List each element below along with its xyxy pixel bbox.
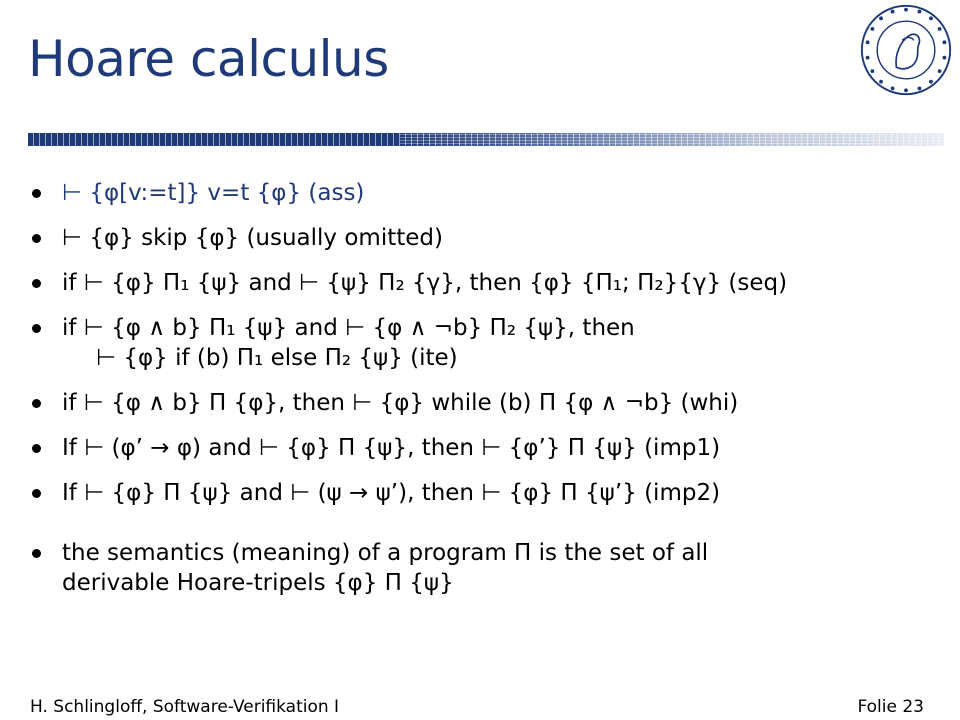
list-item-text: if ⊢ {φ} Π₁ {ψ} and ⊢ {ψ} Π₂ {γ}, then {φ} {Π₁; Π₂}{γ} (seq) [62, 270, 788, 296]
rules-list [30, 178, 950, 613]
list-item-text: ⊢ {φ[v:=t]} v=t {φ} (ass) [62, 180, 365, 206]
footer-author: H. Schlingloff, Software-Verifikation I [30, 697, 340, 717]
list-item-text: If ⊢ (φ’ → φ) and ⊢ {φ} Π {ψ}, then ⊢ {φ’} Π {ψ} (imp1) [62, 435, 721, 461]
list-item-text-continued: ⊢ {φ} if (b) Π₁ else Π₂ {ψ} (ite) [96, 345, 458, 371]
list-item [30, 313, 950, 373]
footer-page-number: Folie 23 [857, 697, 924, 717]
list-item [30, 538, 950, 598]
list-item-text: If ⊢ {φ} Π {ψ} and ⊢ (ψ → ψ’), then ⊢ {φ} Π {ψ’} (imp2) [62, 480, 721, 506]
list-item [30, 388, 950, 418]
list-item [30, 478, 950, 508]
university-seal-icon [858, 2, 954, 98]
list-item [30, 223, 950, 253]
list-item-text: if ⊢ {φ ∧ b} Π {φ}, then ⊢ {φ} while (b) Π {φ ∧ ¬b} (whi) [62, 390, 739, 416]
list-item-text: ⊢ {φ} skip {φ} (usually omitted) [62, 225, 443, 251]
list-item [30, 268, 950, 298]
slide-title: Hoare calculus [28, 30, 389, 88]
list-item-text: the semantics (meaning) of a program Π is the set of all [62, 540, 709, 566]
list-item-text: if ⊢ {φ ∧ b} Π₁ {ψ} and ⊢ {φ ∧ ¬b} Π₂ {ψ}, then [62, 315, 635, 341]
list-item [30, 433, 950, 463]
list-item-text-continued: derivable Hoare-tripels {φ} Π {ψ} [62, 570, 454, 596]
list-item [30, 178, 950, 208]
title-divider-texture [400, 133, 944, 146]
